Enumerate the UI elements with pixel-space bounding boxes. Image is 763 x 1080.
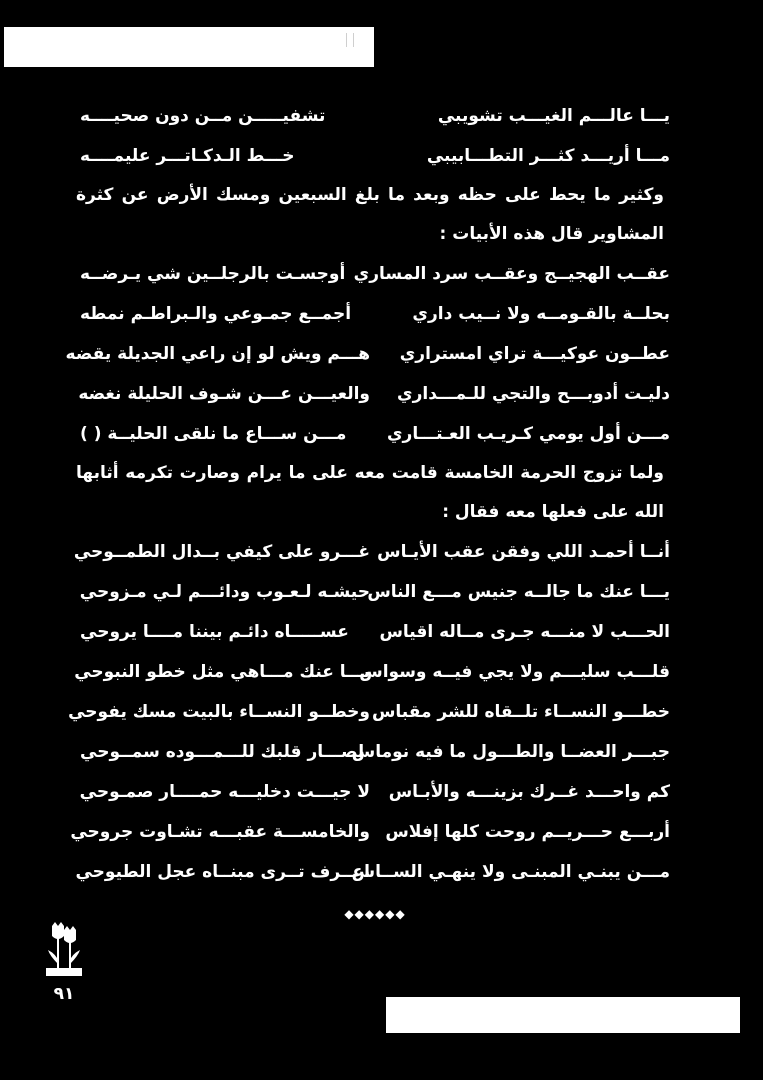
first-hemistich: قلـــب سليـــم ولا يجي فيــه وسواس (359, 662, 670, 682)
first-hemistich: مـــن أول يومي كـريـب العـتـــاري (386, 424, 670, 444)
first-hemistich: يـــا عنك ما جالــه جنيس مـــع الناس (367, 582, 670, 602)
verse (70, 812, 670, 852)
first-hemistich: مـــن يبنـي المبنـى ولا ينهـي الســاس (351, 862, 670, 882)
second-hemistich: حيشـه لـعـوب ودائـــم لـي مـزوحي (79, 582, 370, 602)
first-hemistich: يـــا عالـــم الغيـــب تشويبي (437, 106, 670, 126)
second-hemistich: وخطــو النســاء بالبيت مسك يفوحي (68, 702, 370, 722)
footer-bar (386, 997, 740, 1033)
verse (70, 572, 670, 612)
verse (70, 612, 670, 652)
verse (65, 334, 670, 374)
verse (70, 136, 670, 176)
first-hemistich: جبـــر العضــا والطـــول ما فيه نوماس (351, 742, 670, 762)
first-hemistich: مـــا أريـــد كثـــر التطـــابيبي (426, 146, 670, 166)
second-hemistich: غـــرو على كيفي بــدال الطمــوحي (73, 542, 370, 562)
verse (70, 374, 670, 414)
second-hemistich: عســـــاه دائـم بيننا مــــا يروحي (80, 622, 349, 642)
first-hemistich: أربـــع حـــريــم روحت كلها إفلاس (385, 822, 670, 842)
verse (70, 652, 670, 692)
second-hemistich: أجمــع جمـوعي والـبراطـم نمطه (80, 304, 352, 324)
verse (70, 852, 670, 892)
page-content (65, 96, 670, 892)
verse (70, 294, 670, 334)
prose-paragraph-2: ولما تزوج الحرمة الخامسة قامت معه على ما يرام وصارت تكرمه أثابها الله على فعلها معه فقال : (76, 463, 664, 522)
second-hemistich: هـــم ويش لو إن راعي الجديلة يقضه (65, 344, 370, 364)
second-hemistich: يـــا عنك مـــاهي مثل خطو النبوحي (74, 662, 370, 682)
second-hemistich: والخامســـة عقبـــه تشـاوت جروحي (70, 822, 370, 842)
first-hemistich: عطــون عوكيـــة تراي امستراري (399, 344, 670, 364)
first-hemistich: الحـــب لا منـــه جـرى مــاله اقياس (379, 622, 670, 642)
second-hemistich: مـــن ســـاع ما نلقى الحليــة ( ) (80, 424, 347, 444)
first-hemistich: أنــا أحمـد اللي وفقن عقب الأيـاس (377, 542, 670, 562)
verse (70, 772, 670, 812)
prose-paragraph-1: وكثير ما يحط على حظه وبعد ما بلغ السبعين ومسك الأرض عن كثرة المشاوير قال هذه الأبيات : (76, 185, 664, 244)
poem-2 (65, 254, 670, 454)
first-hemistich: عقــب الهجيــج وعقــب سرد المساري (353, 264, 670, 284)
verse (70, 254, 670, 294)
verse (70, 414, 670, 454)
second-hemistich: أوجسـت بالرجلــين شي يـرضــه (80, 264, 346, 284)
section-ornament: ◆◆◆◆◆◆ (344, 907, 406, 921)
verse (70, 532, 670, 572)
header-mark (346, 33, 354, 47)
second-hemistich: لا جيـــت دخليـــه حمــــار صمـوحي (79, 782, 370, 802)
verse (70, 96, 670, 136)
verse (70, 732, 670, 772)
tulip-icon (44, 920, 84, 980)
second-hemistich: والعيـــن عـــن شـوف الحليلة نغضه (78, 384, 370, 404)
page-number: ٩١ (53, 984, 75, 1004)
second-hemistich: تشفيـــــن مــن دون صحيــــه (80, 106, 326, 126)
header-bar (4, 27, 374, 67)
poem-1 (70, 96, 670, 176)
first-hemistich: بحلــة بالقـومــه ولا نــيب داري (412, 304, 670, 324)
second-hemistich: لصـــار قلبك للـــمـــوده سمــوحي (80, 742, 365, 762)
second-hemistich: اعــرف تــرى مبنــاه عجل الطيوحي (75, 862, 370, 882)
first-hemistich: دليـت أدوبـــح والتجي للـمـــداري (397, 384, 670, 404)
second-hemistich: خـــط الـدكـاتـــر عليمــــه (80, 146, 295, 166)
first-hemistich: خطـــو النســاء تلــقاه للشر مقباس (371, 702, 670, 722)
poem-3 (70, 532, 670, 892)
first-hemistich: كم واحـــد غــرك بزينـــه والأبـاس (388, 782, 670, 802)
verse (70, 692, 670, 732)
